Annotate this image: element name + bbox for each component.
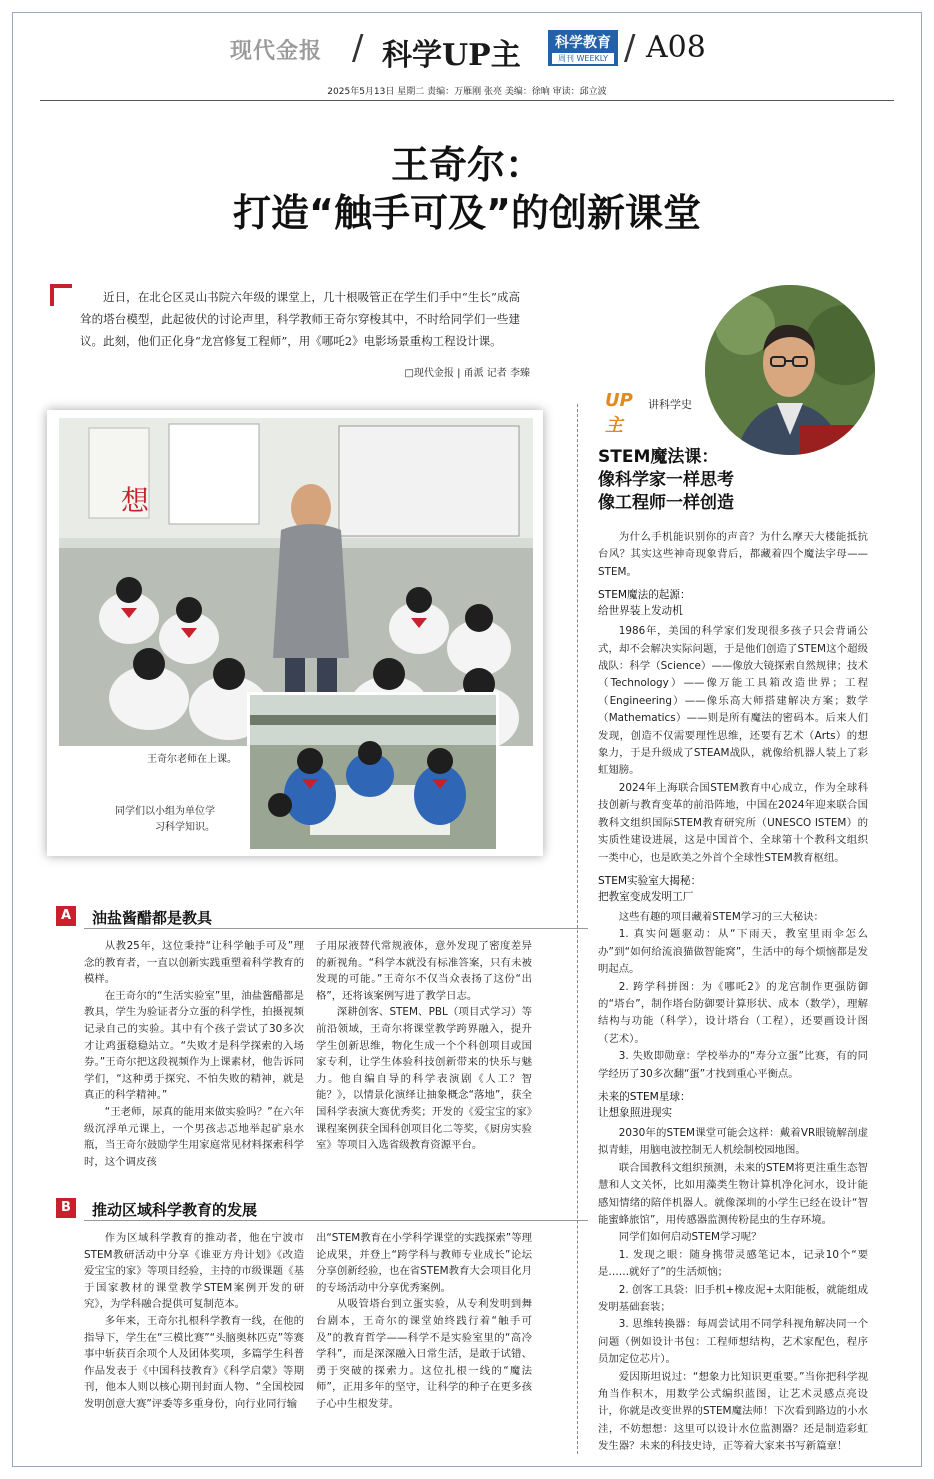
section-b-paragraph: 作为区域科学教育的推动者，他在宁波市STEM教研活动中分享《谁亚方舟计划》《改造爱宝宝的家》等项目经验，主持的市级课题《基于国家教材的课堂教学STEM案例开发的研究》，为学科融合提供可复制范本。 [84,1232,304,1311]
sidebar-paragraph: 1986年，美国的科学家们发现很多孩子只会背诵公式，却不会解决实际问题，于是他们创造了STEM这个超级战队：科学（Science）——像放大镜探索自然规律；技术（Technology）——像万能工具箱改造世界；工程（Engineering）——像乐高大师搭建解决方案；数学（Mathematics）——则是所有魔法的密码本。后来人们发现，创造不仅需要理性思维，还要有艺术（Arts）的想象力，于是升级成了STEAM战队，就像给机器人装上了彩虹翅膀。 [598,625,868,777]
teacher-portrait [705,285,875,455]
masthead-divider: / [352,28,364,68]
column-divider [577,404,578,1454]
section-a-paragraph: “王老师，尿真的能用来做实验吗？”在六年级沉浮单元课上，一个男孩忐忑地举起矿泉水瓶，当王奇尔鼓励学生用家庭常见材料探索科学时，这个调皮孩 [84,1105,304,1168]
lead-paragraph: 近日，在北仑区灵山书院六年级的课堂上，几十根吸管正在学生们手中“生长”成高耸的塔台模型，此起彼伏的讨论声里，科学教师王奇尔穿梭其中，不时给同学们一些建议。此刻，他们正化身“龙宫修复工程师”，用《哪吒2》电影场景重构工程设计课。 [80,290,520,348]
photo-caption-main: 王奇尔老师在上课。 [147,754,237,765]
group-study-illustration [250,695,496,849]
sidebar-subheading-line: 给世界装上发动机 [598,605,683,618]
paper-name: 现代金报 [230,38,323,64]
photo-panel [47,410,543,856]
lead-corner-mark [50,284,72,306]
headline-line-2: 打造“触手可及”的创新课堂 [233,191,701,235]
sidebar-subheading-line: 让想象照进现实 [598,1106,673,1119]
badge-subtitle: 周刊 WEEKLY [552,53,614,64]
section-a-rule [84,928,588,929]
section-a-title: 油盐酱醋都是教具 [92,909,213,927]
sidebar-title-line-3: 像工程师一样创造 [598,493,734,513]
sidebar-paragraph: 3. 失败即勋章：学校举办的“寿分立蛋”比赛，有的同学经历了30多次翻“蛋”才找到重心平衡点。 [598,1050,868,1080]
sidebar-title-line-2: 像科学家一样思考 [598,470,734,490]
section-b-paragraph: 多年来，王奇尔扎根科学教育一线，在他的指导下，学生在“三模比赛”“头脑奥林匹克”等赛事中斩获百余项个人及团体奖项，多篇学生科普作品发表于《中国科技教育》《科学启蒙》等期刊，他本人则以核心期刊封面人物、“全国校园发明创意大赛”评委等多重身份，向行业同行输 [84,1314,304,1410]
section-a-paragraph: 在王奇尔的“生活实验室”里，油盐酱醋都是教具，学生为验证者分立蛋的科学性，拍摄视频记录自己的实验。其中有个孩子尝试了30多次才让鸡蛋稳稳站立。“失败才是科学探索的入场券。”王奇尔把这段视频作为上课素材，他告诉同学们，“这种勇于探究、不怕失败的精神，就是真正的科学精神。” [84,989,304,1102]
section-b-paragraph: 出“STEM教育在小学科学课堂的实践探索”等理论成果，并登上“跨学科与教师专业成长”论坛分享创新经验，也在省STEM教育大会项目化月的专场活动中分享优秀案例。 [316,1232,532,1294]
section-b-badge: B [56,1198,76,1218]
sidebar-paragraph: 2030年的STEM课堂可能会这样：戴着VR眼镜解剖虚拟青蛙，用脑电波控制无人机绘制校园地图。 [598,1126,868,1157]
sidebar-paragraph: 2. 跨学科拼图：为《哪吒2》的龙宫制作更强防御的“塔台”，制作塔台防御要计算形状、成本（数学），理解结构与功能（科学），设计塔台（工程），还要画设计图（艺术）。 [598,980,868,1045]
section-b-title: 推动区域科学教育的发展 [92,1201,258,1219]
sidebar-paragraph: 2. 创客工具袋：旧手机+橡皮泥+太阳能板，就能组成发明基础套装； [598,1283,868,1314]
masthead-divider: / [624,28,636,68]
sidebar-paragraph: 联合国教科文组织预测，未来的STEM将更注重生态智慧和人文关怀，比如用藻类生物计算机净化河水，设计能感知情绪的陪伴机器人。就像深圳的小学生已经在设计“智能蜜蜂旅馆”，用传感器监测传粉昆虫的生存环境。 [598,1161,868,1226]
sidebar-paragraph: 3. 思维转换器：每周尝试用不同学科视角解决同一个问题（例如设计书包：工程师想结构，艺术家配色，程序员加定位芯片）。 [598,1318,868,1366]
sidebar-subheading [598,587,868,619]
section-a-column-1 [84,938,304,1170]
sidebar-title-line-1: STEM魔法课： [598,447,719,467]
sidebar-subheading-line: 把教室变成发明工厂 [598,890,694,903]
photo-caption-inset: 同学们以小组为单位学习科学知识。 [115,806,215,833]
stem-sidebar [598,446,868,1456]
sidebar-paragraph: 1. 发现之眼：随身携带灵感笔记本，记录10个“要是……就好了”的生活烦恼； [598,1248,868,1279]
section-b-rule [84,1220,588,1221]
masthead [0,20,934,76]
column-name: 科学UP主 [382,38,521,73]
headline-line-1: 王奇尔： [390,143,543,187]
portrait-illustration [705,285,875,455]
section-a-paragraph: 子用尿液替代常规液体，意外发现了密度差异的新视角。“科学本就没有标准答案，只有未被发现的可能。”王奇尔不仅当众表扬了这份“出格”，还将该案例写进了教学日志。 [316,940,532,1002]
svg-text:想: 想 [121,484,150,517]
section-b-column-2 [316,1230,532,1413]
header-rule [40,100,894,101]
sidebar-subheading [598,873,868,905]
sidebar-paragraph: 这些有趣的项目藏着STEM学习的三大秘诀： [618,910,824,923]
sidebar-label: 讲科学史 [648,398,692,411]
group-study-photo [247,692,499,852]
headline [0,142,934,238]
badge-title: 科学教育 [555,35,611,51]
weekly-badge [548,30,618,66]
section-b-paragraph: 从吸管塔台到立蛋实验，从专利发明到舞台剧本，王奇尔的课堂始终践行着“触手可及”的教育哲学——科学不是实验室里的“高冷学科”，而是深深融入日常生活，是敢于试错、勇于突破的探索力。这位扎根一线的“魔法师”，正用多年的坚守，让科学的种子在更多孩子心中生根发芽。 [316,1298,532,1410]
sidebar-paragraph: 1. 真实问题驱动：从“下雨天，教室里雨伞怎么办”到“如何给流浪猫做智能窝”，生活中的每个烦恼都是发明起点。 [598,928,868,976]
up-logo-icon: UP主 [605,390,633,436]
sidebar-subheading [598,1089,868,1121]
section-a-paragraph: 从教25年，这位秉持“让科学触手可及”理念的教育者，一直以创新实践重塑着科学教育的模样。 [84,940,304,986]
section-a-badge: A [56,906,76,926]
sidebar-subheading-line: STEM魔法的起源： [598,589,691,602]
sidebar-subheading-line: STEM实验室大揭秘： [598,874,702,887]
sidebar-paragraph: 爱因斯坦说过：“想象力比知识更重要。”当你把科学视角当作积木，用数学公式编织蓝图，让艺术灵感点亮设计，你就是改变世界的STEM魔法师！下次看到路边的小水洼，不妨想想：这里可以设计水位监测器？还是制造彩虹发生器？未来的科技史诗，正等着大家来书写新篇章！ [598,1370,868,1453]
sidebar-paragraph: 2024年上海联合国STEM教育中心成立，作为全球科技创新与教育变革的前沿阵地，中国在2024年迎来联合国教科文组织国际STEM教育研究所（UNESCO ISTEM）的实质性建设进展，这是中国首个、全球第十个教科文组织一类中心，也是欧美之外首个全球性STEM教育枢纽。 [598,781,868,864]
dateline: 2025年5月13日 星期二 责编：万雁刚 张亮 美编：徐晌 审读：邱立波 [327,87,607,97]
section-a-paragraph: 深耕创客、STEM、PBL（项目式学习）等前沿领域，王奇尔将课堂教学跨界融入，提升学生创新思维，物化生成一个个科创项目或国家专利，让学生体验科技创新带来的快乐与魅力。他自编自导的科学表演剧《人工？智能？》，以情景化演绎让抽象概念“落地”，获全国科学表演大赛优秀奖；开发的《爱宝宝的家》课程案例获全国科创项目化二等奖，《厨房实验室》等项目入选省级教育资源平台。 [316,1006,532,1152]
sidebar-paragraph: 同学们如何启动STEM学习呢？ [618,1231,762,1244]
page-number: A08 [646,30,706,65]
sidebar-paragraph: 为什么手机能识别你的声音？为什么摩天大楼能抵抗台风？其实这些神奇现象背后，都藏着四个魔法字母——STEM。 [598,531,868,578]
section-a-column-2 [316,938,532,1154]
byline: □现代金报 | 甬派 记者 李臻 [404,368,530,379]
section-b-column-1 [84,1230,304,1413]
sidebar-subheading-line: 未来的STEM星球： [598,1090,691,1103]
